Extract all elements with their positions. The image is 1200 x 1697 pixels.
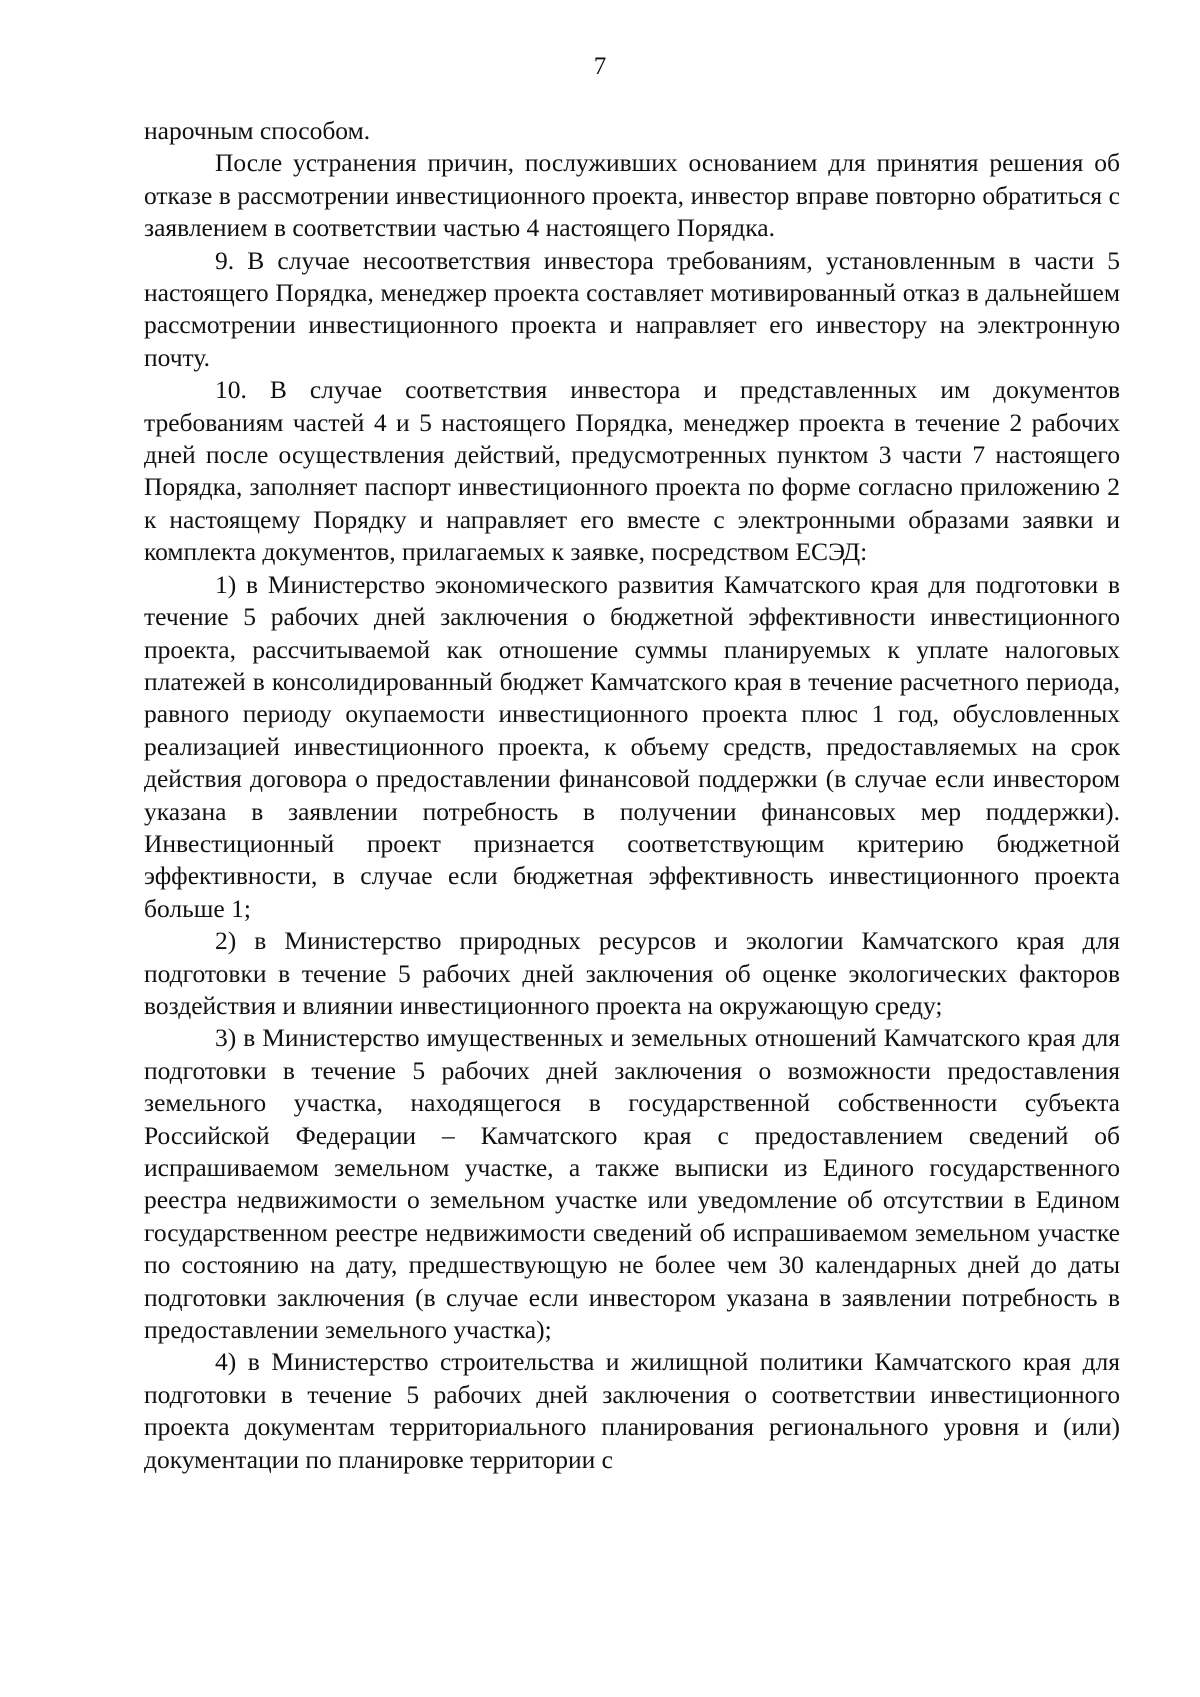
paragraph-item-9: 9. В случае несоответствия инвестора требованиям, установленным в части 5 настоящего Порядка, менеджер проекта составляет мотивированный отказ в дальнейшем рассмотрении инвестиционного проекта и направляет его инвестору на электронную почту. xyxy=(144,245,1120,372)
subitem-2: 2) в Министерство природных ресурсов и экологии Камчатского края для подготовки в течение 5 рабочих дней заключения об оценке экологических факторов воздействия и влиянии инвестиционного проекта на окружающую среду; xyxy=(144,926,1120,1020)
paragraph-item-10: 10. В случае соответствия инвестора и представленных им документов требованиям частей 4 и 5 настоящего Порядка, менеджер проекта в течение 2 рабочих дней после осуществления действий, предусмотренных пунктом 3 части 7 настоящего Порядка, заполняет паспорт инвестиционного проекта по форме согласно приложению 2 к настоящему Порядку и направляет его вместе с электронными образами заявки и комплекта документов, прилагаемых к заявке, посредством ЕСЭД: xyxy=(144,375,1120,567)
document-body xyxy=(144,115,1120,1476)
paragraph-resubmission: После устранения причин, послуживших основанием для принятия решения об отказе в рассмотрении инвестиционного проекта, инвестор вправе повторно обратиться с заявлением в соответствии частью 4 настоящего Порядка. xyxy=(144,148,1120,243)
page-number: 7 xyxy=(593,53,607,80)
subitem-4: 4) в Министерство строительства и жилищной политики Камчатского края для подготовки в течение 5 рабочих дней заключения о соответствии инвестиционного проекта документам территориального планирования регионального уровня и (или) документации по планировке территории с xyxy=(144,1347,1120,1474)
paragraph-continuation: нарочным способом. xyxy=(144,116,371,145)
subitem-1: 1) в Министерство экономического развития Камчатского края для подготовки в течение 5 рабочих дней заключения о бюджетной эффективности инвестиционного проекта, рассчитываемой как отношение суммы планируемых к уплате налоговых платежей в консолидированный бюджет Камчатского края в течение расчетного периода, равного периоду окупаемости инвестиционного проекта плюс 1 год, обусловленных реализацией инвестиционного проекта, к объему средств, предоставляемых на срок действия договора о предоставлении финансовой поддержки (в случае если инвестором указана в заявлении потребность в получении финансовых мер поддержки). Инвестиционный проект признается соответствующим критерию бюджетной эффективности, в случае если бюджетная эффективность инвестиционного проекта больше 1; xyxy=(144,569,1120,923)
subitem-3: 3) в Министерство имущественных и земельных отношений Камчатского края для подготовки в течение 5 рабочих дней заключения о возможности предоставления земельного участка, находящегося в государственной собственности субъекта Российской Федерации – Камчатского края с предоставлением сведений об испрашиваемом земельном участке, а также выписки из Единого государственного реестра недвижимости о земельном участке или уведомление об отсутствии в Едином государственном реестре недвижимости сведений об испрашиваемом земельном участке по состоянию на дату, предшествующую не более чем 30 календарных дней до даты подготовки заключения (в случае если инвестором указана в заявлении потребность в предоставлении земельного участка); xyxy=(144,1023,1120,1345)
